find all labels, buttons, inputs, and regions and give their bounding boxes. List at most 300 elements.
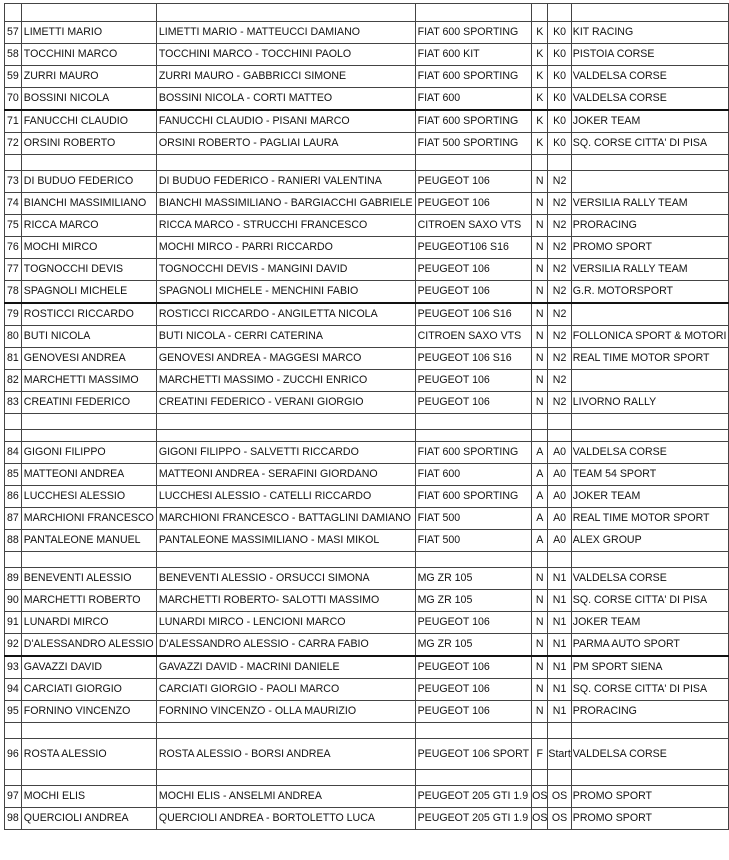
group-cell: A0 xyxy=(548,464,571,486)
driver-cell: ZURRI MAURO xyxy=(21,66,156,88)
car-model-cell: FIAT 600 SPORTING xyxy=(415,442,531,464)
car-model-cell: PEUGEOT 106 xyxy=(415,171,531,193)
spacer-cell xyxy=(5,4,22,22)
team-cell: JOKER TEAM xyxy=(571,612,729,634)
table-row xyxy=(5,590,729,612)
class-letter-cell: N xyxy=(532,215,548,237)
car-number-cell: 94 xyxy=(5,679,22,701)
crew-cell: TOCCHINI MARCO - TOCCHINI PAOLO xyxy=(156,44,415,66)
table-row xyxy=(5,739,729,770)
driver-cell: GAVAZZI DAVID xyxy=(21,656,156,679)
team-cell: SQ. CORSE CITTA' DI PISA xyxy=(571,590,729,612)
driver-cell: BIANCHI MASSIMILIANO xyxy=(21,193,156,215)
team-cell: JOKER TEAM xyxy=(571,110,729,133)
team-cell: G.R. MOTORSPORT xyxy=(571,281,729,304)
driver-cell: FANUCCHI CLAUDIO xyxy=(21,110,156,133)
spacer-cell xyxy=(21,4,156,22)
car-number-cell: 57 xyxy=(5,22,22,44)
spacer-cell xyxy=(5,155,22,171)
driver-cell: BUTI NICOLA xyxy=(21,326,156,348)
spacer-cell xyxy=(415,770,531,786)
car-number-cell: 91 xyxy=(5,612,22,634)
spacer-row xyxy=(5,4,729,22)
class-letter-cell: N xyxy=(532,171,548,193)
driver-cell: TOGNOCCHI DEVIS xyxy=(21,259,156,281)
spacer-cell xyxy=(415,155,531,171)
spacer-cell xyxy=(571,430,729,442)
class-letter-cell: N xyxy=(532,370,548,392)
team-cell: SQ. CORSE CITTA' DI PISA xyxy=(571,133,729,155)
team-cell: REAL TIME MOTOR SPORT xyxy=(571,508,729,530)
group-cell: K0 xyxy=(548,66,571,88)
spacer-cell xyxy=(532,155,548,171)
table-row xyxy=(5,808,729,830)
class-letter-cell: N xyxy=(532,348,548,370)
car-model-cell: CITROEN SAXO VTS xyxy=(415,215,531,237)
car-number-cell: 96 xyxy=(5,739,22,770)
spacer-cell xyxy=(548,552,571,568)
team-cell: KIT RACING xyxy=(571,22,729,44)
group-cell: N2 xyxy=(548,215,571,237)
crew-cell: LUCCHESI ALESSIO - CATELLI RICCARDO xyxy=(156,486,415,508)
table-row xyxy=(5,786,729,808)
spacer-cell xyxy=(415,552,531,568)
driver-cell: MARCHETTI MASSIMO xyxy=(21,370,156,392)
spacer-row xyxy=(5,552,729,568)
spacer-cell xyxy=(415,430,531,442)
table-row xyxy=(5,370,729,392)
group-cell: K0 xyxy=(548,44,571,66)
crew-cell: MARCHETTI MASSIMO - ZUCCHI ENRICO xyxy=(156,370,415,392)
spacer-cell xyxy=(548,723,571,739)
car-model-cell: FIAT 600 SPORTING xyxy=(415,486,531,508)
car-number-cell: 81 xyxy=(5,348,22,370)
crew-cell: BENEVENTI ALESSIO - ORSUCCI SIMONA xyxy=(156,568,415,590)
group-cell: N1 xyxy=(548,568,571,590)
car-model-cell: FIAT 500 SPORTING xyxy=(415,133,531,155)
spacer-cell xyxy=(532,430,548,442)
group-cell: N1 xyxy=(548,679,571,701)
team-cell: PARMA AUTO SPORT xyxy=(571,634,729,657)
spacer-row xyxy=(5,414,729,430)
spacer-row xyxy=(5,723,729,739)
team-cell xyxy=(571,303,729,326)
class-letter-cell: N xyxy=(532,701,548,723)
spacer-cell xyxy=(21,414,156,430)
team-cell: REAL TIME MOTOR SPORT xyxy=(571,348,729,370)
spacer-cell xyxy=(548,770,571,786)
car-model-cell: PEUGEOT 106 xyxy=(415,281,531,304)
team-cell: VALDELSA CORSE xyxy=(571,568,729,590)
car-number-cell: 79 xyxy=(5,303,22,326)
crew-cell: QUERCIOLI ANDREA - BORTOLETTO LUCA xyxy=(156,808,415,830)
spacer-cell xyxy=(156,430,415,442)
car-model-cell: PEUGEOT 106 xyxy=(415,392,531,414)
driver-cell: MARCHETTI ROBERTO xyxy=(21,590,156,612)
class-letter-cell: K xyxy=(532,44,548,66)
class-letter-cell: N xyxy=(532,303,548,326)
car-model-cell: PEUGEOT 106 xyxy=(415,193,531,215)
table-row xyxy=(5,88,729,111)
table-row xyxy=(5,133,729,155)
table-row xyxy=(5,508,729,530)
table-row xyxy=(5,656,729,679)
driver-cell: GIGONI FILIPPO xyxy=(21,442,156,464)
spacer-cell xyxy=(548,4,571,22)
spacer-cell xyxy=(5,552,22,568)
driver-cell: BENEVENTI ALESSIO xyxy=(21,568,156,590)
car-model-cell: PEUGEOT 106 S16 xyxy=(415,303,531,326)
group-cell: N1 xyxy=(548,656,571,679)
spacer-cell xyxy=(5,770,22,786)
spacer-cell xyxy=(571,4,729,22)
team-cell: PRORACING xyxy=(571,215,729,237)
crew-cell: TOGNOCCHI DEVIS - MANGINI DAVID xyxy=(156,259,415,281)
team-cell: SQ. CORSE CITTA' DI PISA xyxy=(571,679,729,701)
spacer-row xyxy=(5,770,729,786)
class-letter-cell: K xyxy=(532,88,548,111)
spacer-cell xyxy=(415,723,531,739)
car-number-cell: 58 xyxy=(5,44,22,66)
group-cell: N2 xyxy=(548,392,571,414)
group-cell: N2 xyxy=(548,237,571,259)
group-cell: A0 xyxy=(548,530,571,552)
car-number-cell: 82 xyxy=(5,370,22,392)
class-letter-cell: A xyxy=(532,464,548,486)
team-cell: VALDELSA CORSE xyxy=(571,88,729,111)
class-letter-cell: N xyxy=(532,568,548,590)
car-model-cell: PEUGEOT 106 SPORT xyxy=(415,739,531,770)
team-cell: PM SPORT SIENA xyxy=(571,656,729,679)
class-letter-cell: K xyxy=(532,66,548,88)
driver-cell: ORSINI ROBERTO xyxy=(21,133,156,155)
table-row xyxy=(5,326,729,348)
crew-cell: BOSSINI NICOLA - CORTI MATTEO xyxy=(156,88,415,111)
driver-cell: DI BUDUO FEDERICO xyxy=(21,171,156,193)
crew-cell: MARCHIONI FRANCESCO - BATTAGLINI DAMIANO xyxy=(156,508,415,530)
spacer-cell xyxy=(548,430,571,442)
class-letter-cell: N xyxy=(532,679,548,701)
spacer-cell xyxy=(156,723,415,739)
team-cell: TEAM 54 SPORT xyxy=(571,464,729,486)
group-cell: K0 xyxy=(548,133,571,155)
group-cell: K0 xyxy=(548,88,571,111)
class-letter-cell: A xyxy=(532,486,548,508)
group-cell: OS xyxy=(548,786,571,808)
group-cell: N2 xyxy=(548,370,571,392)
team-cell: VALDELSA CORSE xyxy=(571,66,729,88)
spacer-cell xyxy=(156,770,415,786)
driver-cell: RICCA MARCO xyxy=(21,215,156,237)
class-letter-cell: K xyxy=(532,22,548,44)
crew-cell: MARCHETTI ROBERTO- SALOTTI MASSIMO xyxy=(156,590,415,612)
class-letter-cell: K xyxy=(532,133,548,155)
crew-cell: MOCHI MIRCO - PARRI RICCARDO xyxy=(156,237,415,259)
driver-cell: LIMETTI MARIO xyxy=(21,22,156,44)
table-row xyxy=(5,701,729,723)
class-letter-cell: A xyxy=(532,442,548,464)
class-letter-cell: OS xyxy=(532,808,548,830)
class-letter-cell: N xyxy=(532,634,548,657)
car-number-cell: 93 xyxy=(5,656,22,679)
car-model-cell: PEUGEOT 106 xyxy=(415,259,531,281)
crew-cell: LUNARDI MIRCO - LENCIONI MARCO xyxy=(156,612,415,634)
car-model-cell: FIAT 600 xyxy=(415,88,531,111)
driver-cell: CREATINI FEDERICO xyxy=(21,392,156,414)
group-cell: A0 xyxy=(548,508,571,530)
crew-cell: BUTI NICOLA - CERRI CATERINA xyxy=(156,326,415,348)
car-model-cell: PEUGEOT106 S16 xyxy=(415,237,531,259)
group-cell: OS xyxy=(548,808,571,830)
driver-cell: QUERCIOLI ANDREA xyxy=(21,808,156,830)
car-number-cell: 75 xyxy=(5,215,22,237)
car-number-cell: 83 xyxy=(5,392,22,414)
spacer-cell xyxy=(571,723,729,739)
car-number-cell: 90 xyxy=(5,590,22,612)
team-cell: FOLLONICA SPORT & MOTORI xyxy=(571,326,729,348)
team-cell: PROMO SPORT xyxy=(571,808,729,830)
spacer-cell xyxy=(532,723,548,739)
driver-cell: LUNARDI MIRCO xyxy=(21,612,156,634)
crew-cell: PANTALEONE MASSIMILIANO - MASI MIKOL xyxy=(156,530,415,552)
car-number-cell: 88 xyxy=(5,530,22,552)
driver-cell: GENOVESI ANDREA xyxy=(21,348,156,370)
group-cell: N2 xyxy=(548,193,571,215)
class-letter-cell: N xyxy=(532,281,548,304)
spacer-cell xyxy=(571,155,729,171)
crew-cell: ROSTA ALESSIO - BORSI ANDREA xyxy=(156,739,415,770)
group-cell: N1 xyxy=(548,634,571,657)
spacer-cell xyxy=(21,770,156,786)
spacer-cell xyxy=(21,155,156,171)
group-cell: N2 xyxy=(548,281,571,304)
crew-cell: SPAGNOLI MICHELE - MENCHINI FABIO xyxy=(156,281,415,304)
table-row xyxy=(5,171,729,193)
spacer-cell xyxy=(532,770,548,786)
crew-cell: MATTEONI ANDREA - SERAFINI GIORDANO xyxy=(156,464,415,486)
car-model-cell: FIAT 600 xyxy=(415,464,531,486)
spacer-cell xyxy=(571,414,729,430)
table-row xyxy=(5,44,729,66)
team-cell: PROMO SPORT xyxy=(571,237,729,259)
team-cell: PROMO SPORT xyxy=(571,786,729,808)
driver-cell: MARCHIONI FRANCESCO xyxy=(21,508,156,530)
car-model-cell: PEUGEOT 106 xyxy=(415,370,531,392)
team-cell: PISTOIA CORSE xyxy=(571,44,729,66)
team-cell xyxy=(571,370,729,392)
spacer-cell xyxy=(415,4,531,22)
car-model-cell: FIAT 500 xyxy=(415,508,531,530)
driver-cell: BOSSINI NICOLA xyxy=(21,88,156,111)
crew-cell: RICCA MARCO - STRUCCHI FRANCESCO xyxy=(156,215,415,237)
spacer-cell xyxy=(5,430,22,442)
crew-cell: ROSTICCI RICCARDO - ANGILETTA NICOLA xyxy=(156,303,415,326)
group-cell: N1 xyxy=(548,612,571,634)
spacer-cell xyxy=(532,552,548,568)
car-model-cell: PEUGEOT 106 xyxy=(415,701,531,723)
table-row xyxy=(5,237,729,259)
car-model-cell: FIAT 600 KIT xyxy=(415,44,531,66)
car-number-cell: 73 xyxy=(5,171,22,193)
table-row xyxy=(5,303,729,326)
car-number-cell: 84 xyxy=(5,442,22,464)
spacer-cell xyxy=(156,4,415,22)
car-model-cell: PEUGEOT 205 GTI 1.9 xyxy=(415,808,531,830)
group-cell: N1 xyxy=(548,590,571,612)
driver-cell: MATTEONI ANDREA xyxy=(21,464,156,486)
spacer-cell xyxy=(21,723,156,739)
crew-cell: FORNINO VINCENZO - OLLA MAURIZIO xyxy=(156,701,415,723)
team-cell: VALDELSA CORSE xyxy=(571,739,729,770)
driver-cell: D'ALESSANDRO ALESSIO xyxy=(21,634,156,657)
spacer-cell xyxy=(21,552,156,568)
crew-cell: GAVAZZI DAVID - MACRINI DANIELE xyxy=(156,656,415,679)
car-model-cell: PEUGEOT 106 xyxy=(415,679,531,701)
group-cell: N2 xyxy=(548,303,571,326)
table-row xyxy=(5,464,729,486)
crew-cell: GENOVESI ANDREA - MAGGESI MARCO xyxy=(156,348,415,370)
spacer-cell xyxy=(21,430,156,442)
class-letter-cell: N xyxy=(532,259,548,281)
car-model-cell: PEUGEOT 106 S16 xyxy=(415,348,531,370)
team-cell: VERSILIA RALLY TEAM xyxy=(571,259,729,281)
car-number-cell: 92 xyxy=(5,634,22,657)
class-letter-cell: A xyxy=(532,530,548,552)
car-number-cell: 70 xyxy=(5,88,22,111)
car-number-cell: 74 xyxy=(5,193,22,215)
table-row xyxy=(5,22,729,44)
team-cell: LIVORNO RALLY xyxy=(571,392,729,414)
crew-cell: ORSINI ROBERTO - PAGLIAI LAURA xyxy=(156,133,415,155)
car-model-cell: MG ZR 105 xyxy=(415,590,531,612)
class-letter-cell: N xyxy=(532,326,548,348)
car-model-cell: FIAT 600 SPORTING xyxy=(415,66,531,88)
table-row xyxy=(5,486,729,508)
car-number-cell: 80 xyxy=(5,326,22,348)
car-number-cell: 78 xyxy=(5,281,22,304)
car-number-cell: 89 xyxy=(5,568,22,590)
car-number-cell: 98 xyxy=(5,808,22,830)
car-model-cell: FIAT 600 SPORTING xyxy=(415,110,531,133)
car-model-cell: CITROEN SAXO VTS xyxy=(415,326,531,348)
car-number-cell: 71 xyxy=(5,110,22,133)
class-letter-cell: A xyxy=(532,508,548,530)
spacer-cell xyxy=(548,155,571,171)
spacer-cell xyxy=(156,414,415,430)
crew-cell: GIGONI FILIPPO - SALVETTI RICCARDO xyxy=(156,442,415,464)
entry-list-table xyxy=(4,3,729,830)
spacer-row xyxy=(5,155,729,171)
table-row xyxy=(5,66,729,88)
table-row xyxy=(5,442,729,464)
class-letter-cell: N xyxy=(532,237,548,259)
driver-cell: LUCCHESI ALESSIO xyxy=(21,486,156,508)
crew-cell: CARCIATI GIORGIO - PAOLI MARCO xyxy=(156,679,415,701)
class-letter-cell: N xyxy=(532,193,548,215)
driver-cell: CARCIATI GIORGIO xyxy=(21,679,156,701)
spacer-cell xyxy=(571,552,729,568)
class-letter-cell: N xyxy=(532,590,548,612)
class-letter-cell: F xyxy=(532,739,548,770)
driver-cell: ROSTA ALESSIO xyxy=(21,739,156,770)
entry-list-body xyxy=(5,4,729,830)
class-letter-cell: OS xyxy=(532,786,548,808)
table-row xyxy=(5,530,729,552)
table-row xyxy=(5,193,729,215)
crew-cell: BIANCHI MASSIMILIANO - BARGIACCHI GABRIELE xyxy=(156,193,415,215)
class-letter-cell: N xyxy=(532,612,548,634)
crew-cell: D'ALESSANDRO ALESSIO - CARRA FABIO xyxy=(156,634,415,657)
car-number-cell: 87 xyxy=(5,508,22,530)
team-cell: VERSILIA RALLY TEAM xyxy=(571,193,729,215)
driver-cell: TOCCHINI MARCO xyxy=(21,44,156,66)
table-row xyxy=(5,348,729,370)
spacer-cell xyxy=(5,723,22,739)
group-cell: Start xyxy=(548,739,571,770)
team-cell xyxy=(571,171,729,193)
driver-cell: FORNINO VINCENZO xyxy=(21,701,156,723)
class-letter-cell: N xyxy=(532,392,548,414)
car-model-cell: PEUGEOT 106 xyxy=(415,612,531,634)
group-cell: A0 xyxy=(548,486,571,508)
team-cell: PRORACING xyxy=(571,701,729,723)
spacer-cell xyxy=(156,155,415,171)
spacer-cell xyxy=(548,414,571,430)
spacer-cell xyxy=(156,552,415,568)
group-cell: N2 xyxy=(548,171,571,193)
group-cell: K0 xyxy=(548,110,571,133)
crew-cell: LIMETTI MARIO - MATTEUCCI DAMIANO xyxy=(156,22,415,44)
group-cell: N2 xyxy=(548,259,571,281)
table-row xyxy=(5,110,729,133)
car-number-cell: 95 xyxy=(5,701,22,723)
car-number-cell: 77 xyxy=(5,259,22,281)
spacer-cell xyxy=(571,770,729,786)
car-number-cell: 59 xyxy=(5,66,22,88)
car-model-cell: FIAT 600 SPORTING xyxy=(415,22,531,44)
team-cell: VALDELSA CORSE xyxy=(571,442,729,464)
spacer-row xyxy=(5,430,729,442)
driver-cell: ROSTICCI RICCARDO xyxy=(21,303,156,326)
car-model-cell: FIAT 500 xyxy=(415,530,531,552)
group-cell: N2 xyxy=(548,348,571,370)
crew-cell: ZURRI MAURO - GABBRICCI SIMONE xyxy=(156,66,415,88)
spacer-cell xyxy=(532,4,548,22)
crew-cell: MOCHI ELIS - ANSELMI ANDREA xyxy=(156,786,415,808)
car-model-cell: MG ZR 105 xyxy=(415,634,531,657)
table-row xyxy=(5,215,729,237)
table-row xyxy=(5,634,729,657)
spacer-cell xyxy=(415,414,531,430)
car-number-cell: 86 xyxy=(5,486,22,508)
car-model-cell: PEUGEOT 106 xyxy=(415,656,531,679)
driver-cell: SPAGNOLI MICHELE xyxy=(21,281,156,304)
team-cell: ALEX GROUP xyxy=(571,530,729,552)
table-row xyxy=(5,259,729,281)
group-cell: N2 xyxy=(548,326,571,348)
driver-cell: MOCHI ELIS xyxy=(21,786,156,808)
car-number-cell: 76 xyxy=(5,237,22,259)
class-letter-cell: K xyxy=(532,110,548,133)
team-cell: JOKER TEAM xyxy=(571,486,729,508)
group-cell: N1 xyxy=(548,701,571,723)
crew-cell: FANUCCHI CLAUDIO - PISANI MARCO xyxy=(156,110,415,133)
crew-cell: DI BUDUO FEDERICO - RANIERI VALENTINA xyxy=(156,171,415,193)
table-row xyxy=(5,392,729,414)
driver-cell: PANTALEONE MANUEL xyxy=(21,530,156,552)
group-cell: A0 xyxy=(548,442,571,464)
car-number-cell: 85 xyxy=(5,464,22,486)
